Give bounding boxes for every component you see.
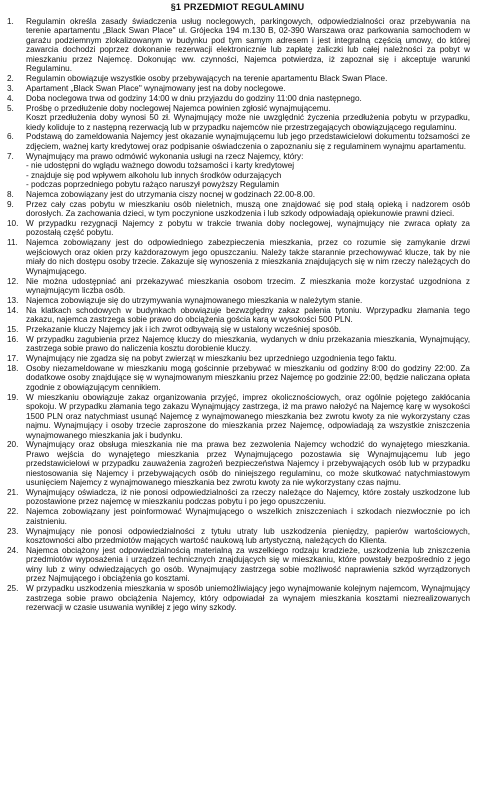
rule-item [5, 277, 470, 296]
rule-number: 6. [7, 132, 14, 142]
rule-item [5, 488, 470, 507]
rule-paragraph: Koszt przedłużenia doby wynosi 50 zł. Wynajmujący może nie uwzględnić życzenia przedłużenia pobytu w przypadku, kiedy koliduje to z następną rezerwacją lub w przypadku najemców nie przestrzegających obowiązującego regulaminu. [26, 113, 470, 132]
rule-item [5, 393, 470, 440]
rule-number: 20. [7, 440, 19, 450]
rule-body [26, 190, 470, 199]
rule-paragraph: Nie można udostępniać ani przekazywać mieszkania osobom trzecim. Z mieszkania może korzystać uzgodniona z wynajmującym liczba osób. [26, 276, 470, 295]
rule-item [5, 104, 470, 132]
rule-item [5, 190, 470, 199]
rule-item [5, 132, 470, 151]
rules-list [5, 17, 470, 612]
rule-body [26, 364, 470, 392]
rule-paragraph: Przekazanie kluczy Najemcy jak i ich zwrot odbywają się w ustalony wcześniej sposób. [26, 324, 341, 334]
rule-number: 8. [7, 189, 14, 199]
rule-paragraph: Najemca zobowiązuje się do utrzymywania wynajmowanego mieszkania w należytym stanie. [26, 295, 363, 305]
rule-number: 10. [7, 219, 19, 229]
rule-paragraph: W przypadku rezygnacji Najemcy z pobytu w trakcie trwania doby noclegowej, wynajmujący nie zwraca opłaty za pozostałą część pobytu. [26, 219, 470, 238]
rule-number: 15. [7, 324, 19, 334]
rule-paragraph: W przypadku uszkodzenia mieszkania w sposób uniemożliwiający jego wynajmowanie kolejnym najemcom, Wynajmujący zastrzega sobie prawo obciążenia Najemcy, który odpowiadał za wynajem mieszkania kosztami niezrealizowanych rezerwacji w czasie usuwania wynikłej z jego winy szkody. [26, 584, 470, 613]
rule-item [5, 527, 470, 546]
rule-paragraph: Doba noclegowa trwa od godziny 14:00 w dniu przyjazdu do godziny 11:00 dnia następnego. [26, 93, 362, 103]
rule-body [26, 354, 470, 363]
rule-paragraph: Regulamin określa zasady świadczenia usług noclegowych, parkingowych, odpowiedzialności oraz przebywania na terenie apartamentu „Black Swan Place" ul. Grójecka 194 m.130 B, 02-390 Warszawa oraz parkowania samochodem w garażu podziemnym zlokalizowanym w budynku pod tym samym adresem i jest integralną częścią umowy, do której zawarcia dochodzi poprzez dokonanie rezerwacji elektronicznie lub zapłatę zaliczki lub całej należności za pobyt w mieszkaniu przez Najemcę. Dokonując ww. czynności, Najemca potwierdza, iż zapoznał się i akceptuje warunki Regulaminu. [26, 17, 470, 74]
rule-number: 23. [7, 526, 19, 536]
rule-paragraph: Wynajmujący nie zgadza się na pobyt zwierząt w mieszkaniu bez uprzedniego uzgodnienia tego faktu. [26, 354, 397, 364]
rule-paragraph: Regulamin obowiązuje wszystkie osoby przebywających na terenie apartamentu Black Swan Place. [26, 74, 388, 84]
rule-paragraph: Osoby niezameldowane w mieszkaniu mogą gościnnie przebywać w mieszkaniu od godziny 8:00 do godziny 22:00. Za dodatkowe osoby znajdujące się w wynajmowanym mieszkaniu przez Najemcę po godzinie 22:00, będzie naliczana opłata zgodnie z obowiązującym cennikiem. [26, 363, 470, 392]
rule-body [26, 219, 470, 238]
rule-body [26, 440, 470, 487]
rule-item [5, 507, 470, 526]
rule-paragraph: Najemca zobowiązany jest do odpowiedniego zabezpieczenia mieszkania, przez co rozumie się zamykanie drzwi wejściowych oraz okien przy każdorazowym jego opuszczaniu. Należy także starannie przechowywać klucze, tak by nie miały do nich dostępu osoby trzecie. Zakazuje się wynoszenia z mieszkania znajdujących się w nim rzeczy należących do Wynajmującego. [26, 238, 470, 276]
rule-paragraph: Przez cały czas pobytu w mieszkaniu osób nieletnich, muszą one znajdować się pod stałą opieką i nadzorem osób dorosłych. Za zachowania dzieci, w tym poczynione uszkodzenia i lub szkody odpowiadają opiekunowie prawni dzieci. [26, 199, 470, 219]
rule-number: 9. [7, 199, 14, 209]
rule-paragraph: Apartament „Black Swan Place" wynajmowany jest na doby noclegowe. [26, 83, 286, 93]
rule-paragraph: W przypadku zagubienia przez Najemcę kluczy do mieszkania, wydanych w dniu przekazania mieszkania, Wynajmujący, zastrzega sobie prawo do naliczenia kosztu dorobienie kluczy. [26, 334, 470, 354]
rule-number: 21. [7, 488, 19, 498]
rule-item [5, 335, 470, 354]
rule-number: 4. [7, 93, 14, 103]
rule-paragraph: Podstawą do zameldowania Najemcy jest okazanie wynajmującemu lub jego przedstawicielowi dokumentu tożsamości ze zdjęciem, ważnej karty kredytowej oraz podpisanie oświadczenia o zapoznaniu się z regulaminem wynajmu apartamentu. [26, 132, 470, 151]
rule-body [26, 296, 470, 305]
rule-item [5, 74, 470, 83]
rule-paragraph: - nie udostępni do wglądu ważnego dowodu tożsamości i karty kredytowej [26, 161, 295, 171]
rule-body [26, 200, 470, 219]
rule-body [26, 546, 470, 584]
rule-body [26, 277, 470, 296]
rule-number: 19. [7, 392, 19, 402]
rule-body [26, 488, 470, 507]
rule-number: 22. [7, 507, 19, 517]
rule-item [5, 219, 470, 238]
rule-paragraph: Prośbę o przedłużenie doby noclegowej Najemca powinien zgłosić wynajmującemu. [26, 103, 331, 113]
rule-item [5, 546, 470, 584]
rule-body [26, 84, 470, 93]
rule-item [5, 17, 470, 74]
rule-body [26, 74, 470, 83]
rule-body [26, 17, 470, 74]
rule-paragraph: Wynajmujący oświadcza, iż nie ponosi odpowiedzialności za rzeczy należące do Najemcy, które zostały uszkodzone lub pozostawione przez najemcę w mieszkaniu podczas pobytu i po jego opuszczeniu. [26, 488, 470, 507]
rule-item [5, 296, 470, 305]
rule-body [26, 132, 470, 151]
rule-body [26, 238, 470, 276]
rule-body [26, 335, 470, 354]
rule-number: 16. [7, 334, 19, 344]
rule-paragraph: Wynajmujący ma prawo odmówić wykonania usługi na rzecz Najemcy, który: [26, 151, 304, 161]
rule-paragraph: W mieszkaniu obowiązuje zakaz organizowania przyjęć, imprez okolicznościowych, oraz ogólnie pojętego zakłócania spokoju. W przypadku złamania tego zakazu Wynajmujący zastrzega, iż ma prawo nałożyć na Najemcę karę w wysokości 1500 PLN oraz natychmiast usunąć Najemcę z wynajmowanego mieszkania bez zwrotu kwoty za nie wykorzystany czas najmu. Wynajmujący i osoby trzecie zaproszone do mieszkania przez Najemcę, odpowiadają za wszystkie zniszczenia wynajmowanego mieszkania jak i budynku. [26, 392, 470, 440]
rule-paragraph: Najemca obciążony jest odpowiedzialnością materialną za wszelkiego rodzaju kradzieże, uszkodzenia lub zniszczenia przedmiotów wyposażenia i urządzeń technicznych znajdujących się w mieszkaniu, które powstały bezpośrednio z jego winy lub z winy odwiedzających go osób. Wynajmujący zastrzega sobie możliwość naprawienia szkód wyrządzonych przez Najmującego i obciążenia go kosztami. [26, 545, 470, 584]
rule-body [26, 584, 470, 612]
rule-number: 12. [7, 276, 19, 286]
rule-number: 11. [7, 238, 18, 248]
rule-item [5, 238, 470, 276]
rule-paragraph: Na klatkach schodowych w budynkach obowiązuje bezwzględny zakaz palenia tytoniu. Wprzypadku złamania tego zakazu, najemca zastrzega sobie prawo do obciążenia gościa karą w wysokości 500 PLN. [26, 305, 470, 325]
rule-number: 7. [7, 151, 14, 161]
rule-paragraph: Wynajmujący oraz obsługa mieszkania nie ma prawa bez zezwolenia Najemcy wchodzić do wynajętego mieszkania. Prawo wejścia do wynajętego mieszkania przez Wynajmującego pozostawia się Wynajmującemu lub jego przedstawicielowi w przypadku zauważenia zagrożeń bezpieczeństwa Najemcy i przebywających osób lub w przypadku niestosowania się Najemcy i przebywających osób do niniejszego regulaminu, co może skutkować natychmiastowym usunięciem Najemcy z wynajmowanego mieszkania bez zwrotu kwoty za nie wykorzystany czas najmu. [26, 440, 470, 488]
rule-item [5, 325, 470, 334]
rule-body [26, 393, 470, 440]
rule-number: 17. [7, 354, 19, 364]
rule-paragraph: Najemca zobowiązany jest poinformować Wynajmującego o wszelkich zniszczeniach i szkodach niezwłocznie po ich zaistnieniu. [26, 507, 470, 526]
rule-number: 1. [7, 17, 14, 26]
rule-paragraph: - znajduje się pod wpływem alkoholu lub innych środków odurzających [26, 170, 282, 180]
rule-number: 5. [7, 103, 14, 113]
rule-body [26, 94, 470, 103]
rule-item [5, 306, 470, 325]
rule-item [5, 354, 470, 363]
rule-number: 24. [7, 545, 19, 555]
rule-paragraph: Wynajmujący nie ponosi odpowiedzialności z tytułu utraty lub uszkodzenia pieniędzy, papierów wartościowych, kosztowności albo przedmiotów mających wartość naukową lub artystyczną, należących do Klienta. [26, 526, 470, 546]
rule-item [5, 200, 470, 219]
rule-body [26, 104, 470, 132]
rule-item [5, 440, 470, 487]
rule-paragraph: Najemca zobowiązany jest do utrzymania ciszy nocnej w godzinach 22.00-8.00. [26, 189, 315, 199]
rule-body [26, 527, 470, 546]
rule-item [5, 152, 470, 190]
rule-item [5, 94, 470, 103]
rule-body [26, 507, 470, 526]
page-title: §1 PRZEDMIOT REGULAMINU [170, 2, 305, 12]
rule-number: 14. [7, 305, 19, 315]
rule-body [26, 152, 470, 190]
rule-number: 2. [7, 74, 14, 84]
rule-item [5, 84, 470, 93]
rule-paragraph: - podczas poprzedniego pobytu rażąco naruszył powyższy Regulamin [26, 180, 280, 190]
rule-number: 3. [7, 83, 14, 93]
rule-item [5, 364, 470, 392]
rule-body [26, 306, 470, 325]
rule-number: 18. [7, 363, 19, 373]
rule-body [26, 325, 470, 334]
rule-number: 25. [7, 584, 19, 594]
rule-number: 13. [7, 295, 19, 305]
rule-item [5, 584, 470, 612]
